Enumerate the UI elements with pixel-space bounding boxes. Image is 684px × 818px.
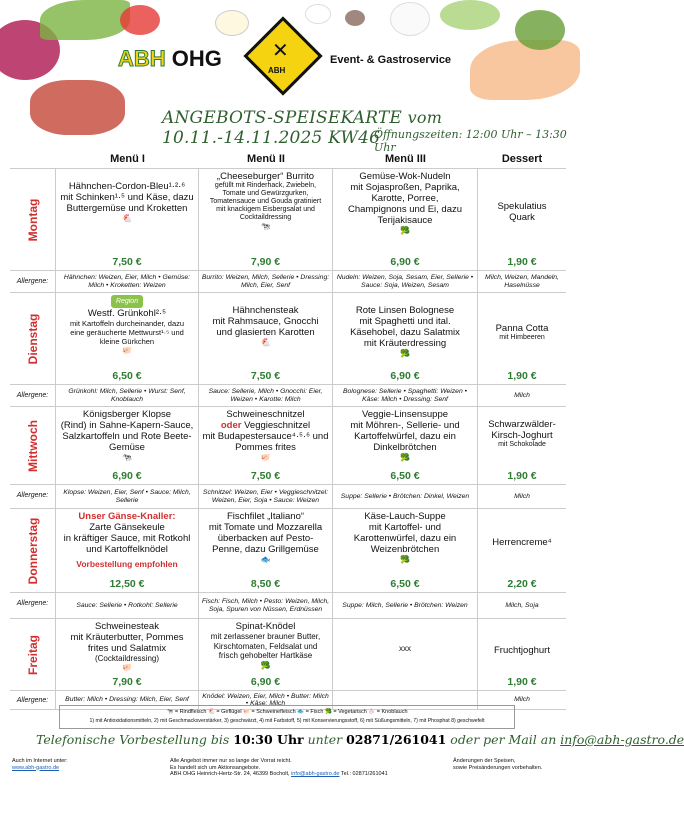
dish-line: Penne, dazu Grillgemüse [212,544,319,555]
footer-text: sowie Preisänderungen vorbehalten. [453,764,543,771]
price: 6,50 € [390,578,420,590]
title-vom: vom [407,108,443,127]
dish-line: in kräftiger Sauce, mit Rotkohl [63,533,191,544]
dish-line: Panna Cotta [495,323,549,334]
day-name: Montag [25,198,40,241]
menu-3-cell [333,407,478,484]
dish-line: mit zerlassener brauner Butter, [210,632,321,641]
dish-line: Kirsch-Joghurt [491,430,553,441]
dish-line: Hähnchensteak [232,305,299,316]
egg-decoration [305,4,331,24]
menu-1-cell [56,619,199,690]
menu-3-cell [333,619,478,690]
title-prefix: ANGEBOTS-SPEISEKARTE [162,108,408,128]
price: 7,50 € [250,470,281,482]
dish-line [201,420,330,431]
legend-box [59,705,515,729]
dish-line: Gemüse [109,442,145,453]
price: 1,90 € [507,256,537,268]
contact-line [36,732,684,747]
footer-text: ABH OHG Heinrich-Hertz-Str. 24, 46399 Bocholt, [170,771,292,777]
menu-1-cell [56,407,199,484]
dish-line: Käse-Lauch-Suppe [364,511,446,522]
pork-icon: 🐖 [260,453,271,462]
footer-text: Änderungen der Speisen, [453,758,516,764]
title-kw: KW46 [328,128,381,148]
pork-icon: 🐖 [122,663,132,672]
dish-line: Tomatensauce und Gouda gratiniert [209,198,322,205]
allergen-cell: Sauce: Sellerie, Milch • Gnocchi: Eier, Weizen • Karotte: Milch [199,385,333,406]
price: 6,90 € [250,676,281,688]
beef-icon: 🐄 [122,453,132,462]
leaf-decoration [40,0,130,40]
preorder-notice: Vorbestellung empfohlen [76,559,178,569]
allergen-cell: Fisch: Fisch, Milch • Pesto: Weizen, Milch, Soja, Spuren von Nüssen, Erdnüssen [199,593,333,618]
footer-address [170,771,388,778]
price: 7,50 € [112,256,142,268]
menu-1-cell [56,169,199,270]
dish-title: „Cheeseburger“ Burrito [216,171,315,182]
oder-highlight: oder [220,420,242,431]
dish-line: mit Schinken¹·⁵ und Käse, dazu [60,192,194,203]
dessert-cell [478,169,566,270]
price: 7,90 € [112,676,142,688]
website-link[interactable]: www.abh-gastro.de [12,764,60,771]
dish-line: Fischfilet „Italiano“ [226,511,305,522]
dish-title: Westf. Grünkohl²·⁵ [87,308,167,319]
allergen-label: Allergene: [10,593,56,618]
dish-line: mit Schokolade [498,441,546,448]
price: 6,50 € [390,470,420,482]
brand-ohg: OHG [165,46,222,71]
herb-decoration [440,0,500,30]
dish-line: Herrencreme⁴ [492,537,552,548]
dish-line: Zarte Gänsekeule [89,522,165,533]
brand-name [118,46,222,72]
vegetarian-icon: 🥦 [400,349,410,358]
allergen-cell: Sauce: Sellerie • Rotkohl: Sellerie [56,593,199,618]
dish-line: überbacken auf Pesto- [217,533,314,544]
column-headers [10,150,566,168]
dish-line: Cocktaildressing [239,214,292,221]
dish-line: mit Sojasproßen, Paprika, [350,182,460,193]
dish-line: eine geräucherte Mettwurst¹·⁵ und [70,328,184,337]
allergen-cell: Milch, Soja [505,601,539,609]
poultry-icon: 🐔 [260,338,271,347]
allergen-cell: Klopse: Weizen, Eier, Senf • Sauce: Milch, Sellerie [56,485,199,508]
allergen-cell: Burrito: Weizen, Milch, Sellerie • Dressing: Milch, Eier, Senf [199,271,333,292]
menu-3-cell [333,169,478,270]
dish-line: Pommes frites [235,442,296,453]
menu-3-cell [333,509,478,592]
dish-line: Gemüse-Wok-Nudeln [359,171,451,182]
column-header-day [10,150,56,168]
allergen-row [10,592,566,618]
day-cell [10,509,56,592]
footer-right [453,758,542,771]
column-header-menu-2: Menü II [247,153,285,165]
additive-legend: 1) mit Antioxidationsmitteln, 2) mit Geschmacksverstärker, 3) geschwärzt, 4) mit Farbstoff, 5) mit Konservierungsstoff, 6) mit Süßungsmitteln, 7) mit Phosphat 8) geschwefelt [89,718,485,724]
menu-1-cell [56,293,199,384]
dish-line: mit Spaghetti und ital. [359,316,451,327]
dish-line: mit Tomate und Mozzarella [208,522,323,533]
dish-line: Buttergemüse und Kroketten [66,203,188,214]
meat-decoration [30,80,125,135]
dish-line: mit Kräuterdressing [363,338,447,349]
icon-legend: 🐄 = Rindfleisch 🐔 = Geflügel 🐖 = Schweinefleisch 🐟 = Fisch 🥦 = Vegetarisch 🧄 = Knoblauch [166,709,408,715]
allergen-label: Allergene: [10,485,56,508]
day-name: Donnerstag [25,517,40,584]
pepper-decoration [120,5,160,35]
footer-left [12,758,68,771]
poultry-icon: 🐔 [122,214,132,223]
fish-icon: 🐟 [260,555,271,564]
allergen-row [10,484,566,508]
dish-line: Käsehobel, dazu Salatmix [350,327,460,338]
dish-line: Terijakisauce [377,215,433,226]
footer-text: Tel.: 02871/261041 [339,771,388,777]
footer-email-link[interactable]: info@abh-gastro.de [291,771,340,777]
allergen-cell: Milch, Weizen, Mandeln, Haselnüsse [485,274,559,289]
beef-icon: 🐄 [260,222,271,231]
menu-2-cell [199,169,333,270]
day-cell [10,169,56,270]
tagline: Event- & Gastroservice [330,54,452,66]
region-badge: Region [111,295,143,308]
allergen-cell: Hähnchen: Weizen, Eier, Milch • Gemüse: Milch • Kroketten: Weizen [56,271,199,292]
allergen-cell: Nudeln: Weizen, Soja, Sesam, Eier, Sellerie • Sauce: Soja, Weizen, Sesam [333,271,478,292]
dish-line: xxx [399,644,411,653]
menu-1-cell [56,509,199,592]
column-header-menu-3: Menü III [385,153,426,165]
dish-line: mit Kartoffeln durcheinander, dazu [69,319,185,328]
dessert-cell [478,407,566,484]
day-cell [10,619,56,690]
dish-line: frites und Salatmix [87,643,167,654]
dish-line: Spinat-Knödel [235,621,296,632]
allergen-row [10,270,566,292]
price: 2,20 € [507,578,537,590]
opening-hours: Öffnungszeiten: 12:00 Uhr – 13:30 Uhr [374,128,567,154]
email-link[interactable]: info@abh-gastro.de [560,732,684,747]
cutlery-icon: ✕ [272,40,289,62]
order-deadline: 10:30 Uhr [233,732,304,747]
table-row [10,406,566,484]
dish-line: Kartoffelwürfel, dazu ein [354,431,456,442]
price: 1,90 € [507,370,537,382]
dish-line: (Cocktaildressing) [94,654,160,663]
dish-line: Schweinesteak [95,621,159,632]
egg-decoration [390,2,430,36]
allergen-cell: Knödel: Weizen, Eier, Milch • Butter: Milch • Käse: Milch [199,691,333,709]
footer-text: Es handelt sich um Aktionsangebote. [170,764,261,771]
table-row [10,168,566,270]
allergen-cell: Butter: Milch • Dressing: Milch, Eier, Senf [56,691,199,709]
vegetarian-icon: 🥦 [400,453,410,462]
price: 7,90 € [250,256,281,268]
egg-decoration [215,10,249,36]
footer-text: Auch im Internet unter: [12,758,68,764]
fish-decoration [470,40,580,100]
dish-line: Veggie-Linsensuppe [361,409,449,420]
allergen-cell: Milch [514,492,530,500]
allergen-row [10,384,566,406]
logo-text: ABH [268,66,286,75]
footer-middle [170,758,388,778]
special-offer-title: Unser Gänse-Knaller: [78,511,176,522]
price: 6,50 € [112,370,142,382]
price: 1,90 € [507,470,537,482]
allergen-cell: Schnitzel: Weizen, Eier • Veggieschnitzel: Weizen, Eier, Soja • Sauce: Weizen [199,485,333,508]
column-header-dessert: Dessert [501,153,543,165]
dish-line: Schweineschnitzel [226,409,305,420]
dish-line: Quark [509,212,535,223]
vegetarian-icon: 🥦 [400,226,410,235]
dish-line: mit Rahmsauce, Gnocchi [212,316,319,327]
dessert-cell [478,619,566,690]
allergen-cell: Milch [514,696,530,704]
nut-decoration [345,10,365,26]
dish-line: Fruchtjoghurt [494,645,550,656]
dish-line: Spekulatius [497,201,547,212]
price: 12,50 € [109,578,145,590]
brand-abh: ABH [118,46,166,71]
header [0,0,575,154]
day-name: Freitag [25,634,40,675]
dish-line: Kirschtomaten, Feldsalat und [213,641,318,651]
menu-3-cell [333,293,478,384]
day-name: Mittwoch [25,419,40,472]
dish-line: mit Himbeeren [499,334,545,341]
day-cell [10,293,56,384]
dish-line: mit Budapestersauce⁴·⁵·⁶ und [202,431,329,442]
allergen-cell: Bolognese: Sellerie • Spaghetti: Weizen • Käse: Milch • Dressing: Senf [333,385,478,406]
dish-line: Karotte, Porree, [371,193,439,204]
pork-icon: 🐖 [122,346,132,355]
dish-line: Weizenbrötchen [370,544,440,555]
price: 6,90 € [390,256,420,268]
table-row [10,618,566,690]
dish-line: und glasierten Karotten [216,327,315,338]
menu-2-cell [199,293,333,384]
menu-2-cell [199,509,333,592]
contact-text: unter [303,732,347,747]
dish-line: frisch gehobelter Hartkäse [218,651,313,660]
footer-text: Alle Angebot immer nur so lange der Vorrat reicht. [170,758,292,764]
dish-line: Dinkelbrötchen [373,442,437,453]
dish-line: Karottenwürfel, dazu ein [353,533,457,544]
allergen-cell: Grünkohl: Milch, Sellerie • Wurst: Senf, Knoblauch [56,385,199,406]
contact-text: oder per Mail an [446,732,561,747]
dish-line: gefüllt mit Rinderhack, Zwiebeln, [214,182,317,189]
dish-line: Schwarzwälder- [488,419,556,430]
dish-line: Königsberger Klopse [82,409,172,420]
table-row [10,508,566,592]
dish-line: Salzkartoffeln und Rote Beete- [62,431,192,442]
table-row [10,292,566,384]
title-dates: 10.11.-14.11.2025 [162,128,329,148]
dish-line: (Rind) in Sahne-Kapern-Sauce, [60,420,194,431]
allergen-cell: Suppe: Milch, Sellerie • Brötchen: Weizen [333,593,478,618]
day-cell [10,407,56,484]
menu-2-cell [199,407,333,484]
dish-line: Hähnchen-Cordon-Bleu¹·²·⁶ [68,181,186,192]
dish-line: mit knackigem Eisbergsalat und [216,206,315,213]
price: 7,50 € [250,370,281,382]
contact-text: Telefonische Vorbestellung bis [36,732,234,747]
menu-table [10,150,566,710]
dish-line: Rote Linsen Bolognese [355,305,455,316]
phone-number[interactable]: 02871/261041 [346,732,447,747]
allergen-label: Allergene: [10,271,56,292]
allergen-label: Allergene: [10,385,56,406]
dessert-cell [478,509,566,592]
price: 6,90 € [112,470,142,482]
price: 8,50 € [250,578,281,590]
price: 1,90 € [507,676,537,688]
broccoli-decoration [515,10,565,50]
column-header-menu-1: Menü I [110,153,145,165]
dish-line: Tomate und Gewürzgurken, [222,190,309,197]
dish-line: mit Kräuterbutter, Pommes [70,632,184,643]
dish-line: Champignons und Ei, dazu [347,204,463,215]
vegetarian-icon: 🥦 [400,555,410,564]
price: 6,90 € [390,370,420,382]
allergen-label: Allergene: [10,691,56,709]
dessert-cell [478,293,566,384]
menu-2-cell [199,619,333,690]
dish-line: mit Möhren-, Sellerie- und [350,420,460,431]
dish-line: mit Kartoffel- und [368,522,442,533]
vegetarian-icon: 🥦 [260,660,271,670]
allergen-cell: Milch [514,391,530,399]
allergen-cell: Suppe: Sellerie • Brötchen: Dinkel, Weizen [333,485,478,508]
day-name: Dienstag [25,313,40,364]
dish-line-rest: Veggieschnitzel [241,420,311,431]
dish-line: und Kartoffelknödel [86,544,168,555]
dish-line: kleine Gürkchen [99,337,155,346]
